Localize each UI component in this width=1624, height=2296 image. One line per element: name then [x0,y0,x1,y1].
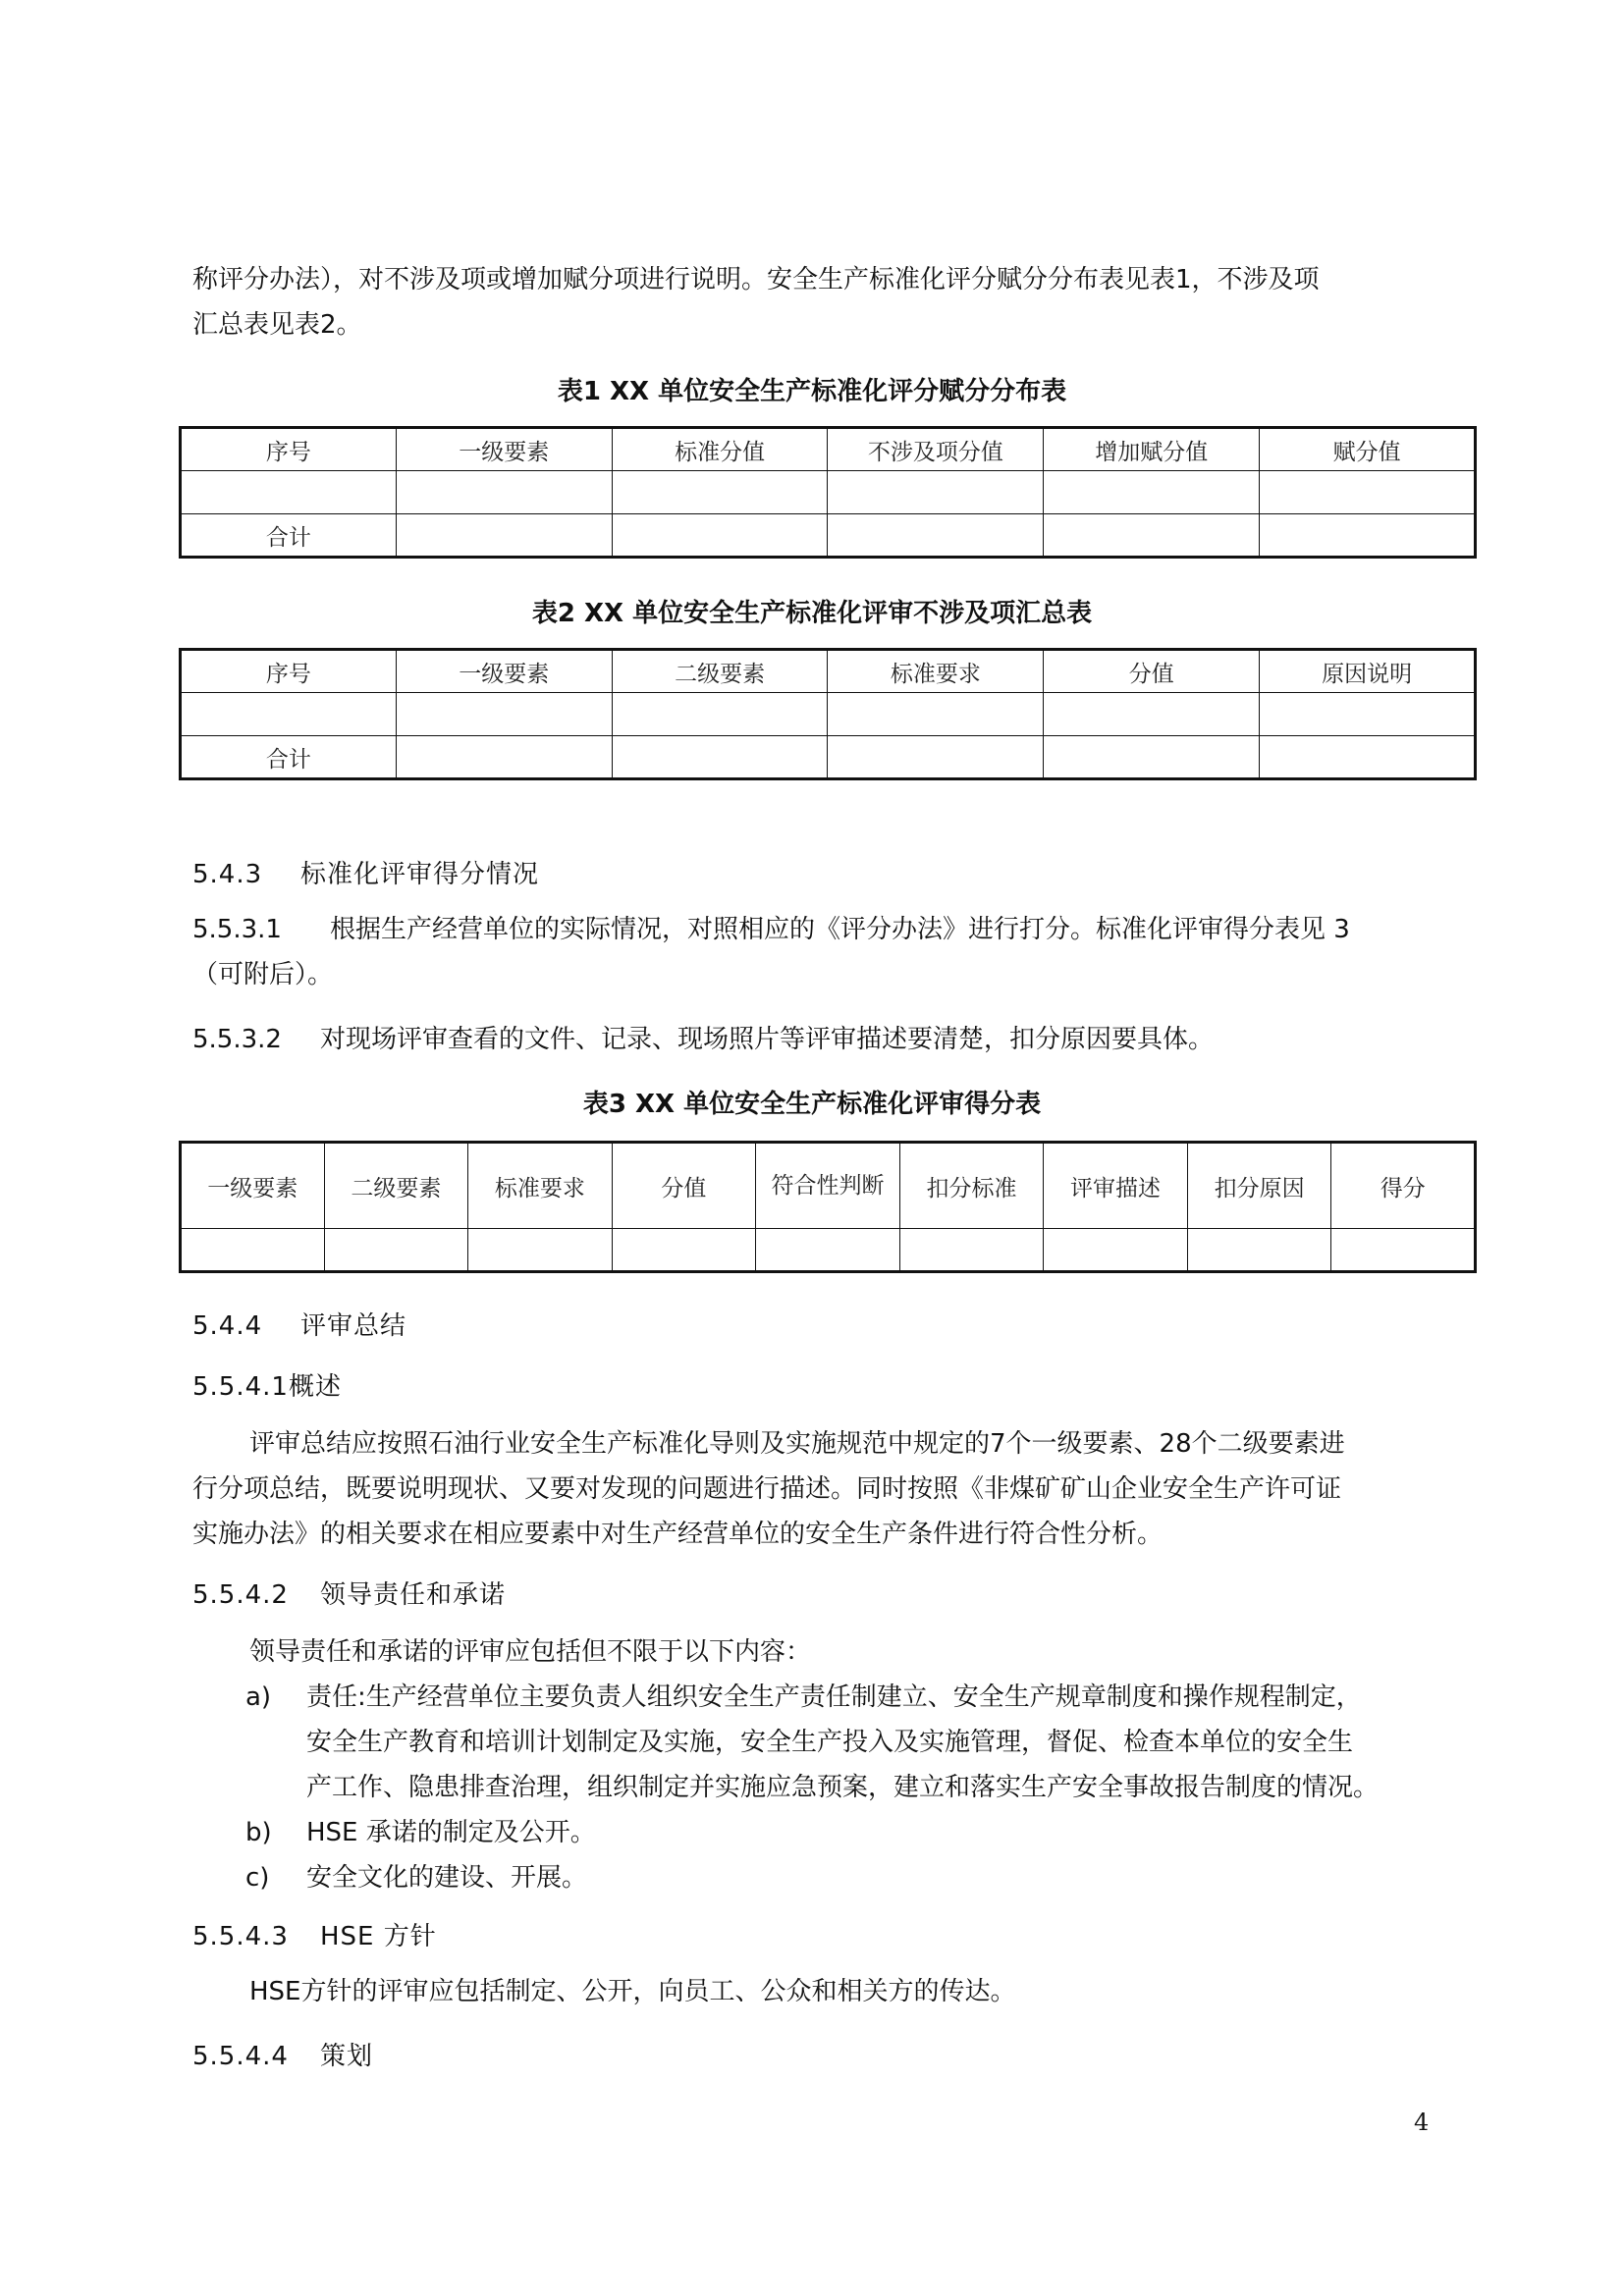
section-title: 领导责任和承诺 [320,1580,507,1610]
table-cell [612,1229,756,1272]
table1-total-label: 合计 [181,514,397,558]
section-number: 5.5.4.3 [192,1922,289,1951]
table3 [179,1141,1477,1273]
intro-line-1: 称评分办法），对不涉及项或增加赋分项进行说明。安全生产标准化评分赋分分布表见表1，不涉及项 [192,265,1320,294]
section-title: 概述 [288,1372,342,1402]
intro-line-2: 汇总表见表2。 [192,310,362,340]
table-cell [1044,736,1260,779]
paragraph-line: 实施办法》的相关要求在相应要素中对生产经营单位的安全生产条件进行符合性分析。 [192,1520,1164,1549]
table-cell [1187,1229,1331,1272]
table3-header: 扣分标准 [899,1143,1044,1229]
table1-header: 标准分值 [612,428,828,471]
table-cell [396,514,612,558]
table1-caption: 表1 XX 单位安全生产标准化评分赋分分布表 [557,377,1067,406]
table3-caption: 表3 XX 单位安全生产标准化评审得分表 [582,1090,1042,1119]
section-heading-5-4-3 [192,854,1469,890]
table-cell [1044,514,1260,558]
list-line: 责任:生产经营单位主要负责人组织安全生产责任制建立、安全生产规章制度和操作规程制定， [306,1682,1362,1712]
table-cell [1044,1229,1188,1272]
table3-header: 一级要素 [181,1143,325,1229]
paragraph-5-5-3-2 [192,1017,1469,1062]
table-cell [756,1229,900,1272]
list-line: 产工作、隐患排查治理，组织制定并实施应急预案，建立和落实生产安全事故报告制度的情况。 [306,1773,1380,1802]
table-cell [1260,471,1476,514]
table2-total-row [181,736,1476,779]
table3-header: 符合性判断 [756,1143,900,1229]
section-title: 标准化评审得分情况 [300,860,540,889]
table-cell [396,471,612,514]
table-cell [612,736,828,779]
list-item [245,1675,1492,1810]
section-number: 5.4.4 [192,1311,263,1341]
list-line: 安全文化的建设、开展。 [306,1863,588,1893]
table1-header: 赋分值 [1260,428,1476,471]
list-line: HSE 承诺的制定及公开。 [306,1818,596,1847]
table2-row [181,693,1476,736]
paragraph-5-5-4-2-intro [192,1629,1469,1675]
table3-header: 评审描述 [1044,1143,1188,1229]
section-title: HSE 方针 [320,1922,437,1951]
table-cell [468,1229,613,1272]
table1-header: 增加赋分值 [1044,428,1260,471]
table2 [179,648,1477,780]
table-cell [181,471,397,514]
paragraph-line: HSE方针的评审应包括制定、公开，向员工、公众和相关方的传达。 [249,1977,1016,2006]
table1-total-row [181,514,1476,558]
section-heading-5-5-4-3 [192,1916,1469,1952]
table-cell [1331,1229,1476,1272]
requirements-list [245,1675,1492,1900]
section-number: 5.5.3.1 [192,915,282,944]
table1-header: 不涉及项分值 [828,428,1044,471]
section-number: 5.5.4.2 [192,1580,289,1610]
paragraph-line: 领导责任和承诺的评审应包括但不限于以下内容： [249,1637,812,1667]
section-number: 5.5.4.1 [192,1372,289,1402]
table2-header: 二级要素 [612,650,828,693]
table-cell [828,514,1044,558]
table3-header: 扣分原因 [1187,1143,1331,1229]
paragraph-line: 根据生产经营单位的实际情况，对照相应的《评分办法》进行打分。标准化评审得分表见 3 [330,915,1350,944]
section-heading-5-5-4-1 [192,1366,1469,1403]
list-item [245,1810,1492,1855]
table2-header: 一级要素 [396,650,612,693]
section-heading-5-4-4 [192,1306,1469,1342]
table-cell [396,693,612,736]
table3-header: 得分 [1331,1143,1476,1229]
table-cell [324,1229,468,1272]
table-cell [612,471,828,514]
table1-header: 序号 [181,428,397,471]
table-cell [1044,693,1260,736]
section-title: 策划 [320,2042,374,2071]
section-number: 5.5.3.2 [192,1025,282,1054]
table-cell [612,693,828,736]
table3-header: 二级要素 [324,1143,468,1229]
list-marker: c) [245,1863,270,1893]
paragraph-line: 评审总结应按照石油行业安全生产标准化导则及实施规范中规定的7个一级要素、28个二级要素进 [249,1429,1345,1459]
table2-header: 序号 [181,650,397,693]
section-title: 评审总结 [300,1311,407,1341]
table3-header: 标准要求 [468,1143,613,1229]
list-marker: b) [245,1818,272,1847]
table-cell [828,736,1044,779]
table-cell [181,693,397,736]
table-cell [899,1229,1044,1272]
list-item [245,1855,1492,1900]
table3-header: 分值 [612,1143,756,1229]
table-cell [612,514,828,558]
section-heading-5-5-4-4 [192,2036,1469,2072]
table1-row [181,471,1476,514]
intro-paragraph [192,257,1469,347]
table1-header: 一级要素 [396,428,612,471]
paragraph-line: （可附后）。 [192,960,334,989]
table-cell [828,693,1044,736]
page-number: 4 [1414,2109,1430,2136]
table2-total-label: 合计 [181,736,397,779]
list-item-text [306,1675,1379,1810]
section-number: 5.5.4.4 [192,2042,289,2071]
list-line: 安全生产教育和培训计划制定及实施，安全生产投入及实施管理，督促、检查本单位的安全生 [306,1728,1354,1757]
table2-header: 原因说明 [1260,650,1476,693]
table3-row [181,1229,1476,1272]
section-heading-5-5-4-2 [192,1575,1469,1611]
list-marker: a) [245,1682,272,1712]
paragraph-5-5-3-1 [192,907,1469,997]
table-cell [1260,514,1476,558]
table-cell [1260,693,1476,736]
paragraph-5-5-4-1 [192,1421,1469,1557]
table-cell [828,471,1044,514]
paragraph-5-5-4-3 [192,1969,1469,2014]
paragraph-line: 对现场评审查看的文件、记录、现场照片等评审描述要清楚，扣分原因要具体。 [320,1025,1215,1054]
table-cell [396,736,612,779]
table-cell [181,1229,325,1272]
table1 [179,426,1477,559]
table2-header: 标准要求 [828,650,1044,693]
table-cell [1260,736,1476,779]
table2-header: 分值 [1044,650,1260,693]
paragraph-line: 行分项总结，既要说明现状、又要对发现的问题进行描述。同时按照《非煤矿矿山企业安全生产许可证 [192,1474,1342,1504]
table-cell [1044,471,1260,514]
table2-caption: 表2 XX 单位安全生产标准化评审不涉及项汇总表 [531,599,1093,628]
section-number: 5.4.3 [192,860,263,889]
